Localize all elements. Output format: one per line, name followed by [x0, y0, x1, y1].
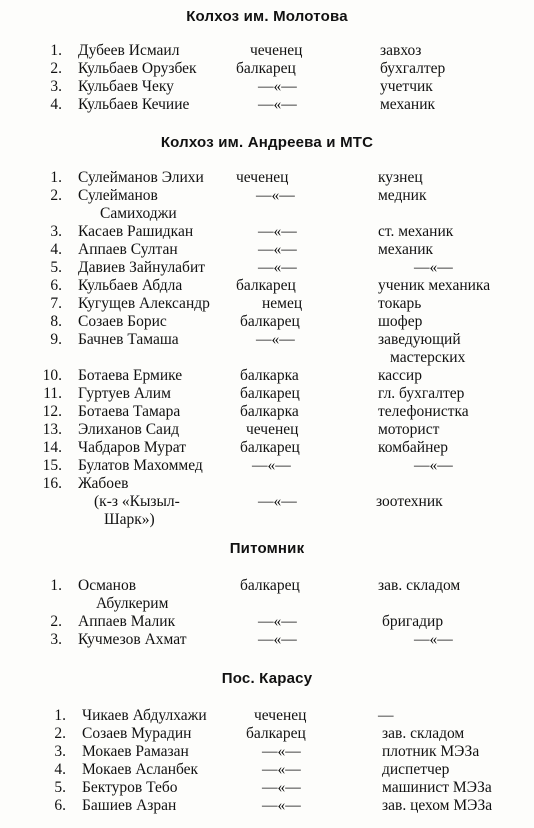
occupation: токарь — [378, 295, 422, 312]
occupation: механик — [378, 241, 434, 258]
row-number: 14. — [42, 439, 62, 456]
nationality: —«— — [262, 743, 301, 760]
person-name: Бачнев Тамаша — [78, 331, 179, 348]
nationality: —«— — [258, 259, 297, 276]
nationality: чеченец — [246, 421, 299, 438]
list-item — [0, 295, 534, 313]
list-item — [0, 60, 534, 78]
person-name: Касаев Рашидкан — [78, 223, 194, 240]
list-item — [0, 743, 534, 761]
list-item — [0, 779, 534, 797]
person-name: Аппаев Малик — [78, 613, 176, 630]
row-number: 3. — [50, 78, 62, 95]
occupation: зав. цехом МЭЗа — [382, 797, 493, 814]
occupation: медник — [378, 187, 427, 204]
row-number: 6. — [50, 277, 62, 294]
person-name: Ботаева Ермике — [78, 367, 183, 384]
row-number: 7. — [50, 295, 62, 312]
occupation-continued: мастерских — [390, 349, 466, 366]
person-name-continued: Абулкерим — [96, 595, 169, 612]
list-item — [0, 725, 534, 743]
occupation: бригадир — [382, 613, 444, 630]
occupation: зав. складом — [378, 577, 461, 594]
nationality: —«— — [258, 223, 297, 240]
person-name: Гуртуев Алим — [78, 385, 171, 402]
note-collective-farm: (к-з «Кызыл- — [94, 493, 180, 510]
occupation: ученик механика — [378, 277, 491, 294]
list-item — [0, 42, 534, 60]
person-name: Кульбаев Чеку — [78, 78, 174, 95]
occupation: шофер — [378, 313, 423, 330]
list-item — [0, 277, 534, 295]
nationality: балкарец — [246, 725, 306, 742]
occupation: телефонистка — [378, 403, 469, 420]
list-item — [0, 241, 534, 259]
row-number: 4. — [50, 241, 62, 258]
person-name: Элиханов Саид — [78, 421, 180, 438]
occupation: машинист МЭЗа — [382, 779, 492, 796]
list-item — [0, 403, 534, 421]
occupation: кассир — [378, 367, 422, 384]
list-item — [0, 385, 534, 403]
row-number: 2. — [50, 187, 62, 204]
row-number: 4. — [50, 96, 62, 113]
person-name: Аппаев Султан — [78, 241, 178, 258]
list-item — [0, 577, 534, 595]
row-number: 12. — [42, 403, 62, 420]
nationality: чеченец — [236, 169, 289, 186]
nationality: —«— — [256, 187, 295, 204]
occupation: кузнец — [378, 169, 423, 186]
row-number: 3. — [54, 743, 66, 760]
row-number: 1. — [50, 577, 62, 594]
nationality: балкарец — [240, 577, 300, 594]
section-title-karasu: Пос. Карасу — [221, 670, 313, 687]
row-number: 1. — [50, 42, 62, 59]
list-item — [0, 761, 534, 779]
list-item — [0, 223, 534, 241]
list-item — [0, 457, 534, 475]
nationality: чеченец — [254, 707, 307, 724]
person-name: Жабоев — [78, 475, 129, 492]
person-name: Чабдаров Мурат — [78, 439, 187, 456]
list-item — [0, 313, 534, 331]
nationality: балкарец — [240, 385, 300, 402]
occupation: бухгалтер — [380, 60, 446, 77]
row-number: 3. — [50, 223, 62, 240]
person-name: Башиев Азран — [82, 797, 177, 814]
row-number: 13. — [42, 421, 62, 438]
nationality: балкарец — [236, 277, 296, 294]
person-name: Кульбаев Орузбек — [78, 60, 197, 77]
person-name: Сулейманов — [78, 187, 158, 204]
person-name: Кульбаев Кечиие — [78, 96, 190, 113]
person-name: Сулейманов Элихи — [78, 169, 204, 186]
person-name: Давиев Зайнулабит — [78, 259, 206, 276]
row-number: 9. — [50, 331, 62, 348]
nationality: —«— — [262, 761, 301, 778]
occupation: —«— — [414, 457, 453, 474]
row-number: 10. — [42, 367, 62, 384]
row-number: 5. — [50, 259, 62, 276]
list-item — [0, 187, 534, 205]
person-name: Кучмезов Ахмат — [78, 631, 187, 648]
row-number: 1. — [54, 707, 66, 724]
row-number: 2. — [50, 613, 62, 630]
nationality: балкарка — [240, 367, 299, 384]
section-title-nursery: Питомник — [229, 540, 305, 557]
person-name: Булатов Махоммед — [78, 457, 203, 474]
nationality: чеченец — [250, 42, 303, 59]
row-number: 16. — [42, 475, 62, 492]
nationality: балкарец — [236, 60, 296, 77]
occupation: зав. складом — [382, 725, 465, 742]
occupation: моторист — [378, 421, 440, 438]
nationality: —«— — [262, 779, 301, 796]
nationality: —«— — [256, 331, 295, 348]
person-name: Чикаев Абдулхажи — [82, 707, 207, 724]
list-item — [0, 367, 534, 385]
person-name: Кульбаев Абдла — [78, 277, 183, 294]
row-number: 11. — [43, 385, 62, 402]
occupation: механик — [380, 96, 436, 113]
row-number: 1. — [50, 169, 62, 186]
nationality: —«— — [258, 78, 297, 95]
section-title-molotov: Колхоз им. Молотова — [186, 8, 348, 25]
list-item — [0, 707, 534, 725]
row-number: 15. — [42, 457, 62, 474]
occupation: —«— — [414, 259, 453, 276]
nationality: —«— — [262, 797, 301, 814]
row-number: 8. — [50, 313, 62, 330]
person-name: Ботаева Тамара — [78, 403, 181, 420]
occupation: учетчик — [380, 78, 433, 95]
list-item — [0, 613, 534, 631]
occupation: заведующий — [378, 331, 461, 348]
occupation: зоотехник — [376, 493, 443, 510]
nationality: —«— — [258, 241, 297, 258]
list-item — [0, 169, 534, 187]
row-number: 2. — [50, 60, 62, 77]
list-item — [0, 331, 534, 349]
person-name: Созаев Борис — [78, 313, 167, 330]
person-name: Османов — [78, 577, 137, 594]
occupation: гл. бухгалтер — [378, 385, 465, 402]
list-item — [0, 96, 534, 114]
occupation: комбайнер — [378, 439, 448, 456]
nationality: —«— — [258, 493, 297, 510]
person-name-continued: Самиходжи — [100, 205, 177, 222]
person-name: Мокаев Рамазан — [82, 743, 189, 760]
nationality: балкарец — [240, 313, 300, 330]
occupation: плотник МЭЗа — [382, 743, 480, 760]
occupation: ст. механик — [378, 223, 454, 240]
section-title-andreev: Колхоз им. Андреева и МТС — [160, 134, 374, 151]
row-number: 2. — [54, 725, 66, 742]
nationality: —«— — [252, 457, 291, 474]
person-name: Бектуров Тебо — [82, 779, 178, 796]
list-item — [0, 631, 534, 649]
occupation: завхоз — [380, 42, 422, 59]
list-item — [0, 475, 534, 493]
note-collective-farm-continued: Шарк») — [104, 511, 155, 528]
occupation: —«— — [414, 631, 453, 648]
occupation: — — [378, 707, 394, 724]
list-item — [0, 259, 534, 277]
list-item — [0, 421, 534, 439]
nationality: —«— — [258, 96, 297, 113]
nationality: немец — [262, 295, 303, 312]
person-name: Дубеев Исмаил — [78, 42, 180, 59]
nationality: —«— — [258, 631, 297, 648]
list-item — [0, 797, 534, 815]
list-item — [0, 78, 534, 96]
row-number: 4. — [54, 761, 66, 778]
person-name: Мокаев Асланбек — [82, 761, 199, 778]
row-number: 5. — [54, 779, 66, 796]
nationality: балкарка — [240, 403, 299, 420]
row-number: 6. — [54, 797, 66, 814]
nationality: —«— — [258, 613, 297, 630]
row-number: 3. — [50, 631, 62, 648]
list-item — [0, 439, 534, 457]
person-name: Кугущев Александр — [78, 295, 210, 312]
person-name: Созаев Мурадин — [82, 725, 192, 742]
occupation: диспетчер — [382, 761, 450, 778]
nationality: балкарец — [240, 439, 300, 456]
